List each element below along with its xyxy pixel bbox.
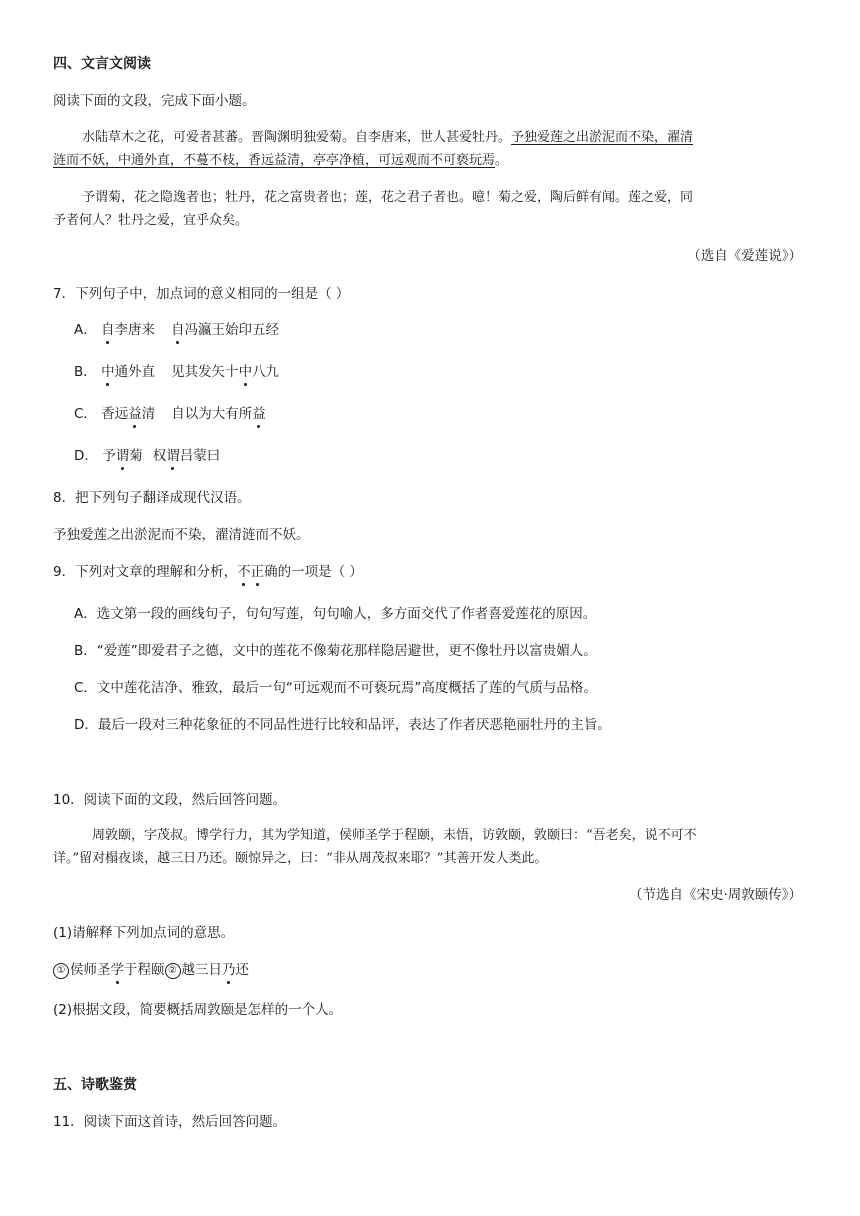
- dotted-word: 正: [250, 564, 265, 580]
- sub-question: (2)根据文段，简要概括周敦颐是怎样的一个人。: [53, 1002, 343, 1018]
- item-text: 于程颐: [124, 962, 165, 978]
- passage-line: 予谓菊，花之隐逸者也；牡丹，花之富贵者也；莲，花之君子者也。噫！菊之爱，陶后鲜有闻。莲之爱，同: [82, 190, 694, 205]
- option-text: 权: [152, 448, 167, 464]
- option-letter: C．: [74, 406, 97, 422]
- option-text: 菊: [129, 448, 143, 464]
- option-d: [74, 446, 220, 466]
- passage-line: [53, 151, 508, 171]
- option-d: D．最后一段对三种花象征的不同品性进行比较和品评，表达了作者厌恶艳丽牡丹的主旨。: [74, 717, 611, 733]
- passage-source: （节选自《宋史·周敦颐传》）: [628, 887, 802, 903]
- question-stem: 8．把下列句子翻译成现代汉语。: [53, 490, 251, 506]
- item-text: 还: [235, 962, 249, 978]
- passage-line: 详。”留对榻夜谈，越三日乃还。颐惊异之，曰：“非从周茂叔来耶？”其善开发人类此。: [53, 851, 548, 866]
- option-text: 吕蒙曰: [179, 448, 221, 464]
- dotted-word: 不: [237, 564, 251, 580]
- dotted-word: 学: [110, 962, 124, 978]
- option-text: 见其发矢十: [171, 364, 239, 380]
- option-b: B．“爱莲”即爱君子之德，文中的莲花不像菊花那样隐居避世，更不像牡丹以富贵媚人。: [74, 643, 597, 659]
- passage-line: [82, 128, 693, 148]
- dotted-word: 益: [128, 406, 142, 422]
- underlined-sentence: 涟而不妖，中通外直，不蔓不枝，香远益清，亭亭净植，可远观而不可亵玩焉: [53, 153, 496, 168]
- item-text: 侯师圣: [70, 962, 111, 978]
- question-stem: 7．下列句子中，加点词的意义相同的一组是（ ）: [53, 286, 350, 302]
- option-a: A．选文第一段的画线句子，句句写莲，句句喻人，多方面交代了作者喜爱莲花的原因。: [74, 606, 597, 622]
- section-title: 四、文言文阅读: [53, 56, 151, 72]
- dotted-word: 自: [171, 322, 185, 338]
- question-stem: 10．阅读下面的文段，然后回答问题。: [53, 792, 287, 808]
- sub-question: (1)请解释下列加点词的意思。: [53, 925, 235, 941]
- item-number: ②: [165, 963, 181, 979]
- passage-text: 水陆草木之花，可爱者甚蕃。晋陶渊明独爱菊。自李唐来，世人甚爱牡丹。: [82, 130, 512, 145]
- words-to-explain: [53, 960, 249, 980]
- section-title: 五、诗歌鉴赏: [53, 1077, 137, 1093]
- stem-text: 9．下列对文章的理解和分析，: [53, 564, 238, 580]
- translate-sentence: 予独爱莲之出淤泥而不染，濯清涟而不妖。: [53, 527, 310, 543]
- stem-text: 确的一项是（ ）: [264, 564, 363, 580]
- option-text: 通外直: [114, 364, 156, 380]
- option-text: 冯瀛王始印五经: [184, 322, 280, 338]
- option-letter: D．: [74, 448, 98, 464]
- option-b: [74, 362, 279, 382]
- section-intro: 阅读下面的文段，完成下面小题。: [53, 93, 256, 109]
- passage-line: 周敦颐，字茂叔。博学行力，其为学知道，侯师圣学于程颐，未悟，访敦颐，敦颐曰：“吾老矣，说不可不: [92, 828, 697, 843]
- option-letter: A．: [74, 322, 97, 338]
- dotted-word: 谓: [166, 448, 180, 464]
- option-a: [74, 320, 279, 340]
- passage-text: 。: [495, 153, 509, 168]
- dotted-word: 益: [252, 406, 266, 422]
- option-text: 香远: [101, 406, 129, 422]
- dotted-word: 自: [101, 322, 115, 338]
- item-number: ①: [53, 963, 69, 979]
- dotted-word: 乃: [222, 962, 236, 978]
- option-c: [74, 404, 266, 424]
- option-text: 八九: [252, 364, 280, 380]
- option-text: 予: [102, 448, 116, 464]
- question-stem: [53, 562, 363, 582]
- item-text: 越三日: [181, 962, 222, 978]
- passage-source: （选自《爱莲说》）: [687, 248, 802, 264]
- option-text: 自以为大有所: [171, 406, 253, 422]
- option-letter: B．: [74, 364, 97, 380]
- question-stem: 11．阅读下面这首诗，然后回答问题。: [53, 1114, 287, 1130]
- option-text: 李唐来: [114, 322, 156, 338]
- dotted-word: 谓: [115, 448, 130, 464]
- option-c: C．文中莲花洁净、雅致，最后一句“可远观而不可亵玩焉”高度概括了莲的气质与品格。: [74, 680, 597, 696]
- option-text: 清: [141, 406, 156, 422]
- underlined-sentence: 予独爱莲之出淤泥而不染，濯清: [511, 130, 694, 145]
- dotted-word: 中: [101, 364, 115, 380]
- dotted-word: 中: [238, 364, 253, 380]
- passage-line: 予者何人？牡丹之爱，宜乎众矣。: [53, 213, 249, 228]
